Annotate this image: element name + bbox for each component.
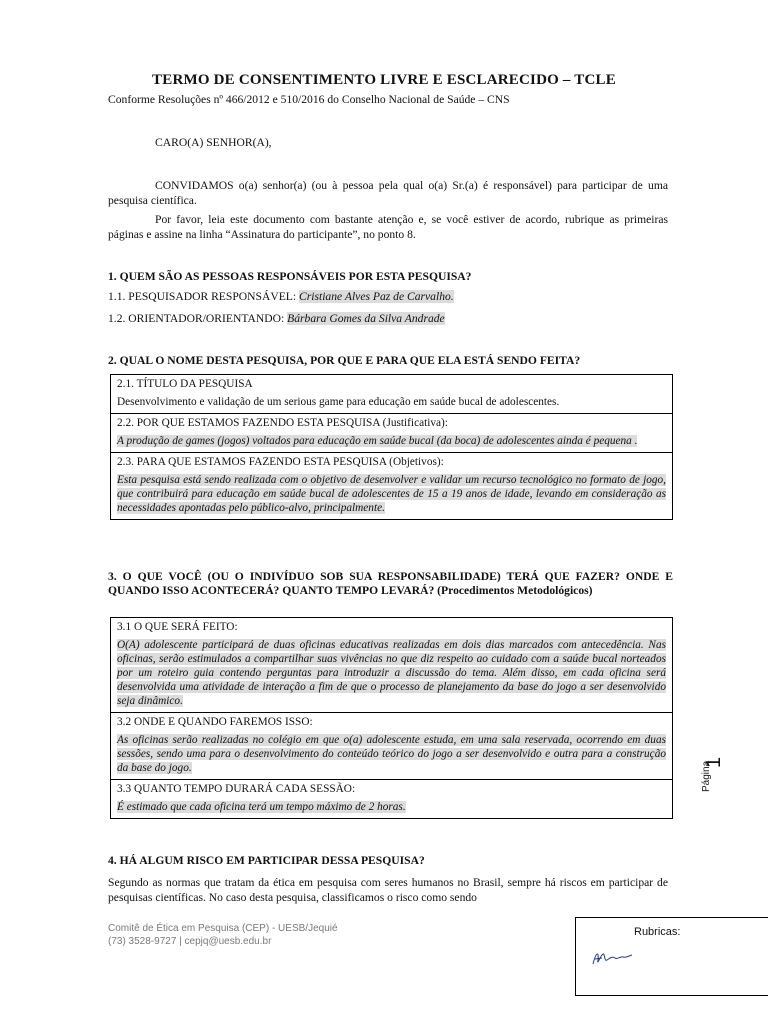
- what-cell: [111, 618, 672, 712]
- where-value: As oficinas serão realizadas no colégio em que o(a) adolescente estuda, em uma sala reservada, ocorrendo em duas sessões, sendo uma para o desenvolvimento do conteúdo teórico do jogo a ser desenvolvido e outra para a construção da base do jogo.: [117, 734, 666, 774]
- advisor-line: [108, 312, 445, 325]
- duration-label: 3.3 QUANTO TEMPO DURARÁ CADA SESSÃO:: [117, 783, 356, 795]
- researcher-name: Cristiane Alves Paz de Carvalho.: [299, 290, 454, 303]
- what-label: 3.1 O QUE SERÁ FEITO:: [117, 621, 238, 633]
- title-value: Desenvolvimento e validação de um serious game para educação em saúde bucal de adolescentes.: [117, 396, 560, 408]
- section-4-heading: 4. HÁ ALGUM RISCO EM PARTICIPAR DESSA PESQUISA?: [108, 854, 425, 867]
- section-1-heading: 1. QUEM SÃO AS PESSOAS RESPONSÁVEIS POR ESTA PESQUISA?: [108, 270, 472, 283]
- duration-cell: [111, 779, 672, 818]
- what-value: O(A) adolescente participará de duas oficinas educativas realizadas em dois dias marcados com antecedência. Nas oficinas, serão estimulados a compartilhar suas vivências no que diz respeito ao cuidado com a saúde bucal norteados por um roteiro guia contendo perguntas para introduzir a discussão do tema. Além disso, em cada oficina será desenvolvida uma atividade de interação a fim de que o processo de planejamento da base do jogo a ser desenvolvido seja dinâmico.: [117, 639, 666, 707]
- section-2-table: [110, 374, 673, 520]
- section-3-heading: 3. O QUE VOCÊ (OU O INDIVÍDUO SOB SUA RESPONSABILIDADE) TERÁ QUE FAZER? ONDE E QUANDO ISSO ACONTECERÁ? QUANTO TEMPO LEVARÁ? (Procedimentos Metodológicos): [108, 570, 673, 597]
- document-subtitle: Conforme Resoluções nº 466/2012 e 510/2016 do Conselho Nacional de Saúde – CNS: [108, 93, 510, 106]
- page-indicator: [693, 756, 725, 820]
- where-cell: [111, 712, 672, 779]
- section-2-heading: 2. QUAL O NOME DESTA PESQUISA, POR QUE E PARA QUE ELA ESTÁ SENDO FEITA?: [108, 354, 581, 367]
- objectives-label: 2.3. PARA QUE ESTAMOS FAZENDO ESTA PESQUISA (Objetivos):: [117, 456, 444, 468]
- advisor-name: Bárbara Gomes da Silva Andrade: [287, 312, 445, 325]
- objectives-cell: [111, 452, 672, 519]
- rubricas-label: Rubricas:: [634, 926, 681, 938]
- initials-signature: [590, 948, 638, 970]
- greeting: CARO(A) SENHOR(A),: [155, 136, 272, 149]
- justification-value: A produção de games (jogos) voltados para educação em saúde bucal (da boca) de adolescentes ainda é pequena .: [117, 435, 638, 447]
- document-title: TERMO DE CONSENTIMENTO LIVRE E ESCLARECIDO – TCLE: [152, 72, 616, 88]
- rubricas-box: [575, 917, 768, 996]
- invite-paragraph: CONVIDAMOS o(a) senhor(a) (ou à pessoa pela qual o(a) Sr.(a) é responsável) para participar de uma pesquisa científica.: [108, 179, 668, 207]
- page-label: Página: [701, 760, 712, 792]
- researcher-line: [108, 290, 454, 303]
- justification-cell: [111, 413, 672, 452]
- footer-committee: Comitê de Ética em Pesquisa (CEP) - UESB/Jequié: [108, 923, 338, 934]
- objectives-value: Esta pesquisa está sendo realizada com o objetivo de desenvolver e validar um recurso tecnológico no formato de jogo, que contribuirá para educação em saúde bucal de adolescentes de 15 a 19 anos de idade, levando em consideração as necessidades apontadas pelo público-alvo, principalmente.: [117, 474, 666, 514]
- page-number: 1: [703, 756, 725, 768]
- duration-value: É estimado que cada oficina terá um tempo máximo de 2 horas.: [117, 801, 406, 813]
- footer-contact: (73) 3528-9727 | cepjq@uesb.edu.br: [108, 936, 272, 947]
- title-label: 2.1. TÍTULO DA PESQUISA: [117, 378, 253, 390]
- section-4-text: Segundo as normas que tratam da ética em pesquisa com seres humanos no Brasil, sempre há riscos em participar de pesquisas científicas. No caso desta pesquisa, classificamos o risco como sendo: [108, 876, 668, 904]
- section-3-table: [110, 617, 673, 819]
- justification-label: 2.2. POR QUE ESTAMOS FAZENDO ESTA PESQUISA (Justificativa):: [117, 417, 448, 429]
- where-label: 3.2 ONDE E QUANDO FAREMOS ISSO:: [117, 716, 313, 728]
- footer: [108, 922, 338, 948]
- instruction-paragraph: Por favor, leia este documento com bastante atenção e, se você estiver de acordo, rubrique as primeiras páginas e assine na linha “Assinatura do participante”, no ponto 8.: [108, 213, 668, 241]
- researcher-label: 1.1. PESQUISADOR RESPONSÁVEL:: [108, 290, 300, 303]
- title-cell: [111, 375, 672, 413]
- advisor-label: 1.2. ORIENTADOR/ORIENTANDO:: [108, 312, 288, 325]
